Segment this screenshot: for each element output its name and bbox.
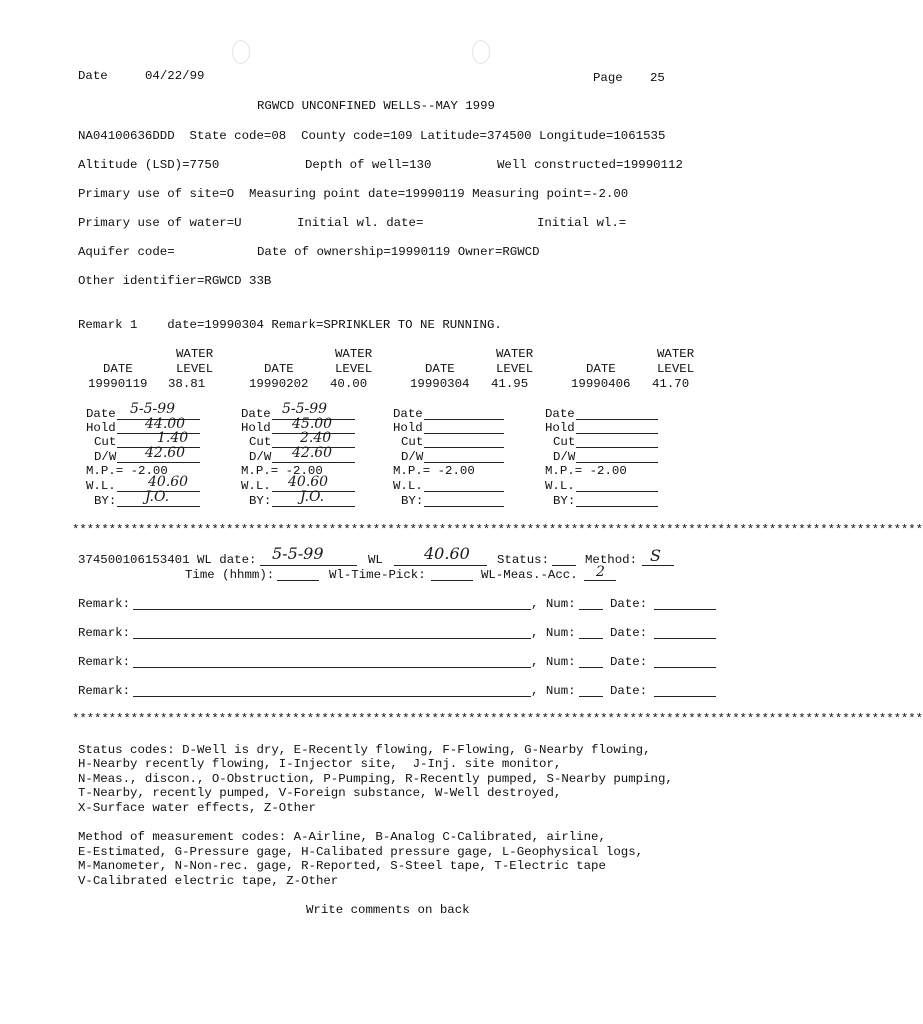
ownership: Date of ownership=19990119 Owner=RGWCD	[257, 245, 540, 259]
entry-date-label: Date	[393, 407, 423, 421]
entry-cut-label: Cut	[94, 435, 117, 449]
entry-cut-line[interactable]	[424, 447, 504, 448]
level-date: 19990202	[249, 377, 309, 391]
level-date: 19990119	[88, 377, 148, 391]
level-value: 41.70	[652, 377, 690, 391]
level-date: 19990304	[410, 377, 470, 391]
status-line[interactable]	[552, 565, 576, 566]
punch-hole	[472, 40, 490, 64]
entry-hold-line[interactable]	[576, 433, 658, 434]
entry-by: J.O.	[300, 489, 325, 505]
entry-mp: M.P.= -2.00	[393, 464, 475, 478]
primary-use-water: Primary use of water=U	[78, 216, 242, 230]
level-header: LEVEL	[496, 362, 534, 376]
entry-date: 5-5-99	[282, 401, 328, 417]
entry-wl-line[interactable]	[424, 491, 504, 492]
entry-by-line[interactable]	[117, 506, 200, 507]
status-code-line: X-Surface water effects, Z-Other	[78, 801, 316, 815]
method-code-line: E-Estimated, G-Pressure gage, H-Calibated pressure gage, L-Geophysical logs,	[78, 845, 644, 859]
date-header: DATE	[586, 362, 616, 376]
entry-wl-label: W.L.	[393, 479, 423, 493]
remark-field[interactable]	[133, 667, 531, 668]
num-field[interactable]	[579, 638, 603, 639]
well-depth: Depth of well=130	[305, 158, 432, 172]
method-code-line: V-Calibrated electric tape, Z-Other	[78, 874, 339, 888]
water-header: WATER	[176, 347, 214, 361]
entry-date-label: Date	[545, 407, 575, 421]
level-value: 41.95	[491, 377, 529, 391]
remark-date-label: Date:	[610, 626, 648, 640]
level-date: 19990406	[571, 377, 631, 391]
entry-by-line[interactable]	[272, 506, 355, 507]
method-label: Method:	[585, 553, 638, 567]
wl-label: WL	[368, 553, 383, 567]
entry-date-line[interactable]	[424, 419, 504, 420]
entry-hold-label: Hold	[393, 421, 423, 435]
entry-cut-line[interactable]	[576, 447, 658, 448]
time-pick-line[interactable]	[431, 580, 473, 581]
level-header: LEVEL	[657, 362, 695, 376]
entry-hold-label: Hold	[241, 421, 271, 435]
aquifer-code: Aquifer code=	[78, 245, 175, 259]
entry-mp: M.P.= -2.00	[545, 464, 627, 478]
time-label: Time (hhmm):	[185, 568, 275, 582]
remark-label: Remark:	[78, 684, 131, 698]
num-field[interactable]	[579, 609, 603, 610]
status-code-line: H-Nearby recently flowing, I-Injector site, J-Inj. site monitor,	[78, 757, 562, 771]
status-code-line: T-Nearby, recently pumped, V-Foreign substance, W-Well destroyed,	[78, 786, 562, 800]
level-value: 40.00	[330, 377, 368, 391]
remark-date-field[interactable]	[654, 667, 716, 668]
entry-dw-label: D/W	[401, 450, 424, 464]
entry-date-line[interactable]	[576, 419, 658, 420]
level-header: LEVEL	[335, 362, 373, 376]
entry-by-line[interactable]	[576, 506, 658, 507]
entry-wl-label: W.L.	[241, 479, 271, 493]
entry-mp: M.P.= -2.00	[241, 464, 323, 478]
method-code-line: M-Manometer, N-Non-rec. gage, R-Reported, S-Steel tape, T-Electric tape	[78, 859, 606, 873]
entry-wl: 40.60	[148, 474, 189, 490]
entry-wl: 40.60	[288, 474, 329, 490]
wl-line[interactable]	[394, 565, 487, 566]
water-header: WATER	[335, 347, 373, 361]
entry-date-label: Date	[86, 407, 116, 421]
num-field[interactable]	[579, 696, 603, 697]
separator-stars: ********************************************************************************************************************	[72, 712, 923, 726]
method-value: S	[650, 546, 661, 565]
entry-by-label: BY:	[401, 494, 424, 508]
num-label: , Num:	[531, 655, 576, 669]
entry-cut-label: Cut	[249, 435, 272, 449]
meas-acc-line[interactable]	[584, 580, 616, 581]
wl-value: 40.60	[424, 544, 470, 563]
num-field[interactable]	[579, 667, 603, 668]
remark-field[interactable]	[133, 696, 531, 697]
entry-dw-line[interactable]	[576, 462, 658, 463]
status-code-line: N-Meas., discon., O-Obstruction, P-Pumping, R-Recently pumped, S-Nearby pumping,	[78, 772, 673, 786]
level-header: LEVEL	[176, 362, 214, 376]
meas-acc-label: WL-Meas.-Acc.	[481, 568, 578, 582]
site-line-3: Primary use of site=O Measuring point date=19990119 Measuring point=-2.00	[78, 187, 629, 201]
remark-label: Remark:	[78, 655, 131, 669]
remark-date-label: Date:	[610, 655, 648, 669]
other-identifier: Other identifier=RGWCD 33B	[78, 274, 272, 288]
wl-date-line[interactable]	[260, 565, 357, 566]
report-date: 04/22/99	[145, 69, 205, 83]
entry-by-label: BY:	[94, 494, 117, 508]
altitude: Altitude (LSD)=7750	[78, 158, 220, 172]
method-line[interactable]	[642, 565, 674, 566]
entry-dw-label: D/W	[94, 450, 117, 464]
entry-hold: 44.00	[145, 416, 186, 432]
date-header: DATE	[103, 362, 133, 376]
initial-wl: Initial wl.=	[537, 216, 627, 230]
entry-dw-line[interactable]	[272, 462, 355, 463]
entry-by-label: BY:	[553, 494, 576, 508]
remark-1: Remark 1 date=19990304 Remark=SPRINKLER TO NE RUNNING.	[78, 318, 502, 332]
water-header: WATER	[496, 347, 534, 361]
date-header: DATE	[264, 362, 294, 376]
separator-stars: ********************************************************************************************************************	[72, 523, 923, 537]
wl-date: 5-5-99	[272, 544, 324, 563]
entry-date-label: Date	[241, 407, 271, 421]
entry-hold-label: Hold	[545, 421, 575, 435]
page-label: Page	[593, 71, 623, 85]
entry-dw-label: D/W	[553, 450, 576, 464]
remark-date-field[interactable]	[654, 609, 716, 610]
entry-dw: 42.60	[145, 445, 186, 461]
num-label: , Num:	[531, 684, 576, 698]
status-label: Status:	[497, 553, 550, 567]
footer-note: Write comments on back	[306, 903, 470, 917]
entry-dw: 42.60	[292, 445, 333, 461]
remark-date-field[interactable]	[654, 696, 716, 697]
entry-hold-label: Hold	[86, 421, 116, 435]
punch-hole	[232, 40, 250, 64]
entry-cut-label: Cut	[553, 435, 576, 449]
level-value: 38.81	[168, 377, 206, 391]
entry-cut: 2.40	[300, 430, 332, 446]
entry-dw-line[interactable]	[117, 462, 200, 463]
entry-by: J.O.	[145, 489, 170, 505]
remark-field[interactable]	[133, 609, 531, 610]
time-pick-label: Wl-Time-Pick:	[329, 568, 426, 582]
num-label: , Num:	[531, 626, 576, 640]
entry-hold-line[interactable]	[424, 433, 504, 434]
method-code-line: Method of measurement codes: A-Airline, B-Analog C-Calibrated, airline,	[78, 830, 606, 844]
remark-date-field[interactable]	[654, 638, 716, 639]
remark-date-label: Date:	[610, 684, 648, 698]
report-title: RGWCD UNCONFINED WELLS--MAY 1999	[257, 99, 495, 113]
well-constructed: Well constructed=19990112	[497, 158, 683, 172]
date-header: DATE	[425, 362, 455, 376]
remark-date-label: Date:	[610, 597, 648, 611]
entry-wl-line[interactable]	[576, 491, 658, 492]
entry-wl-label: W.L.	[545, 479, 575, 493]
remark-label: Remark:	[78, 626, 131, 640]
initial-wl-date: Initial wl. date=	[297, 216, 424, 230]
entry-wl-label: W.L.	[86, 479, 116, 493]
entry-dw-line[interactable]	[424, 462, 504, 463]
entry-cut: 1.40	[157, 430, 189, 446]
entry-cut-label: Cut	[401, 435, 424, 449]
entry-dw-label: D/W	[249, 450, 272, 464]
remark-field[interactable]	[133, 638, 531, 639]
site-line-1: NA04100636DDD State code=08 County code=109 Latitude=374500 Longitude=1061535	[78, 129, 666, 143]
remark-label: Remark:	[78, 597, 131, 611]
time-line[interactable]	[277, 580, 319, 581]
meas-acc-value: 2	[596, 564, 605, 580]
entry-mp: M.P.= -2.00	[86, 464, 168, 478]
entry-hold: 45.00	[292, 416, 333, 432]
status-code-line: Status codes: D-Well is dry, E-Recently flowing, F-Flowing, G-Nearby flowing,	[78, 743, 651, 757]
entry-date: 5-5-99	[130, 401, 176, 417]
entry-by-line[interactable]	[424, 506, 504, 507]
station-wl-date-label: 374500106153401 WL date:	[78, 553, 257, 567]
water-header: WATER	[657, 347, 695, 361]
date-label: Date	[78, 69, 108, 83]
num-label: , Num:	[531, 597, 576, 611]
entry-by-label: BY:	[249, 494, 272, 508]
page-number: 25	[650, 71, 665, 85]
